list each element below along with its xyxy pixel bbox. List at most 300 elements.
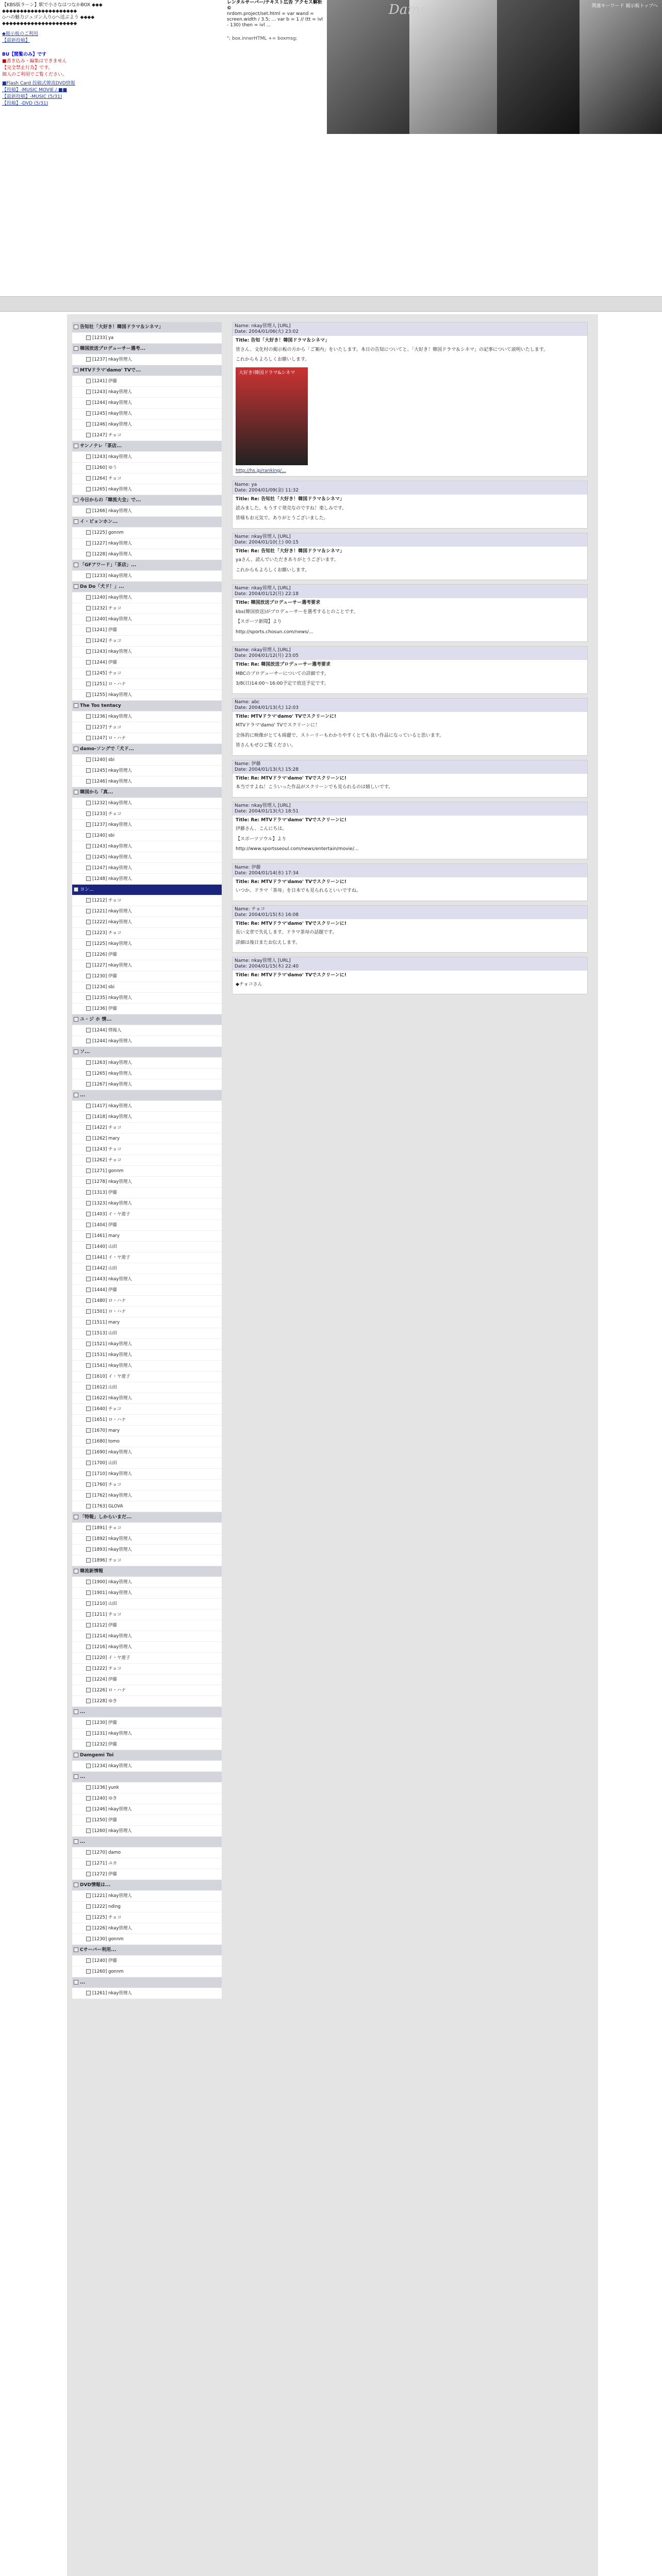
tree-child-item[interactable] (72, 1588, 222, 1599)
folder-icon (86, 1417, 91, 1422)
tree-child-item[interactable] (72, 798, 222, 809)
tree-child-item[interactable] (72, 592, 222, 603)
post-paragraph: いつか、ドラマ「茶母」を日本でも見られるといいですね。 (236, 888, 361, 893)
tree-child-item[interactable] (72, 1133, 222, 1144)
tree-child-item[interactable] (72, 971, 222, 982)
tree-child-item[interactable] (72, 1198, 222, 1209)
notice-list (2, 57, 224, 77)
tree-child-item[interactable] (72, 1188, 222, 1198)
tree-child-item[interactable] (72, 528, 222, 538)
tree-child-item[interactable] (72, 430, 222, 441)
tree-child-item[interactable] (72, 1350, 222, 1361)
tree-child-item[interactable] (72, 1718, 222, 1728)
tree-child-item[interactable] (72, 1685, 222, 1696)
tree-item-label: [1612] 山田 (92, 1385, 117, 1390)
tree-child-item[interactable] (72, 1674, 222, 1685)
post-author[interactable]: Name: nkay管理人 [URL] (235, 803, 291, 808)
folder-icon (86, 909, 91, 913)
header-left (2, 2, 224, 106)
folder-icon (86, 725, 91, 730)
tree-child-item[interactable] (72, 1599, 222, 1609)
header-line: ◆◆◆◆◆◆◆◆◆◆◆◆◆◆◆◆◆◆◆◆◆ (2, 21, 77, 26)
tree-child-item[interactable] (72, 463, 222, 473)
tree-child-item[interactable] (72, 1696, 222, 1707)
post (232, 760, 588, 798)
tree-child-item[interactable] (72, 387, 222, 398)
folder-icon (86, 1547, 91, 1552)
tree-thread-item[interactable] (72, 365, 222, 376)
folder-icon (86, 811, 91, 816)
tree-thread-item[interactable] (72, 322, 222, 333)
folder-icon (86, 941, 91, 946)
tree-child-item[interactable] (72, 1274, 222, 1285)
gallery-photo (497, 0, 580, 134)
folder-icon (86, 1915, 91, 1920)
tree-child-item[interactable] (72, 906, 222, 917)
tree-item-label: [1267] nkay管理人 (92, 1082, 132, 1087)
folder-icon (86, 1969, 91, 1974)
thread-tree (72, 322, 222, 1999)
post-author[interactable]: Name: nkay管理人 [URL] (235, 534, 291, 539)
tree-child-item[interactable] (72, 354, 222, 365)
tree-item-label: [1272] 伊藤 (92, 1872, 117, 1877)
tree-child-item[interactable] (72, 398, 222, 409)
post-date: Date: 2004/01/13(火) 18:51 (235, 808, 299, 814)
tree-child-item[interactable] (72, 636, 222, 647)
post-body (233, 547, 587, 580)
tree-child-item[interactable] (72, 1361, 222, 1371)
folder-icon (86, 1828, 91, 1833)
folder-icon (86, 822, 91, 827)
tree-child-item[interactable] (72, 733, 222, 744)
tree-child-item[interactable] (72, 1296, 222, 1307)
tree-child-item[interactable] (72, 1069, 222, 1079)
folder-icon (74, 1980, 78, 1985)
tree-child-item[interactable] (72, 831, 222, 841)
tree-child-item[interactable] (72, 841, 222, 852)
folder-icon (86, 768, 91, 773)
tree-child-item[interactable] (72, 1123, 222, 1133)
tree-child-item[interactable] (72, 960, 222, 971)
tree-item-label: [1242] チョコ (92, 638, 122, 643)
tree-thread-item[interactable] (72, 1512, 222, 1523)
tree-child-item[interactable] (72, 1848, 222, 1858)
post-paragraph: 皆さんもぜひご覧ください。 (236, 743, 296, 748)
tree-child-item[interactable] (72, 1307, 222, 1317)
tree-child-item[interactable] (72, 1079, 222, 1090)
tree-child-item[interactable] (72, 1912, 222, 1923)
folder-icon (74, 747, 78, 751)
tree-child-item[interactable] (72, 1177, 222, 1188)
tree-child-item[interactable] (72, 874, 222, 885)
tree-item-label: [1262] チョコ (92, 1158, 122, 1163)
tree-child-item[interactable] (72, 1447, 222, 1458)
tree-child-item[interactable] (72, 1220, 222, 1231)
folder-icon (86, 1926, 91, 1930)
tree-child-item[interactable] (72, 1155, 222, 1166)
tree-thread-item[interactable] (72, 1566, 222, 1577)
tree-child-item[interactable] (72, 1653, 222, 1664)
header-link[interactable]: 【最新投稿】 (2, 38, 30, 43)
ad-code: "; box.innerHTML += boxmsg; (227, 36, 297, 41)
folder-icon (86, 1731, 91, 1736)
tree-child-item[interactable] (72, 1815, 222, 1826)
tree-child-item[interactable] (72, 1393, 222, 1404)
folder-icon (86, 476, 91, 481)
tree-child-item[interactable] (72, 1501, 222, 1512)
tree-child-item[interactable] (72, 1631, 222, 1642)
post-author[interactable]: Name: nkay管理人 [URL] (235, 586, 291, 591)
tree-child-item[interactable] (72, 376, 222, 387)
header-top-lines (2, 2, 224, 27)
tree-child-item[interactable] (72, 603, 222, 614)
tree-child-item[interactable] (72, 1371, 222, 1382)
tree-item-label: ... (80, 1093, 86, 1098)
folder-icon (74, 325, 78, 329)
folder-icon (86, 1342, 91, 1346)
tree-item-label: ... (80, 1839, 86, 1844)
tree-item-label: [1236] nkay管理人 (92, 714, 132, 719)
tree-child-item[interactable] (72, 1934, 222, 1945)
tree-child-item[interactable] (72, 1783, 222, 1793)
tree-item-label: [1230] 伊藤 (92, 1720, 117, 1725)
tree-child-item[interactable] (72, 625, 222, 636)
tree-child-item[interactable] (72, 1263, 222, 1274)
tree-child-item[interactable] (72, 538, 222, 549)
tree-item-label: [1670] mary (92, 1428, 120, 1433)
tree-item-label: [1220] イ・ヤ遊子 (92, 1655, 130, 1660)
folder-icon (86, 1244, 91, 1249)
post-date: Date: 2004/01/13(火) 12:03 (235, 705, 299, 710)
tree-child-item[interactable] (72, 679, 222, 690)
tree-child-item[interactable] (72, 452, 222, 463)
post-author[interactable]: Name: ya (235, 482, 257, 487)
tree-item-label: [1231] nkay管理人 (92, 1731, 132, 1736)
post-title: Title: Re: MTVドラマ'damo' TVでスクリーンに! (236, 817, 347, 823)
folder-icon (74, 1883, 78, 1887)
post-body (233, 495, 587, 528)
tree-item-label: [1262] mary (92, 1136, 120, 1141)
tree-child-item[interactable] (72, 549, 222, 560)
tree-item-label: [1232] チョコ (92, 606, 122, 611)
header-link-item[interactable]: ■Flash Card 投稿式韓流DVD情報 (2, 81, 75, 86)
header-link-item[interactable]: 【最新投稿】-MUSIC (5/31) (2, 94, 62, 99)
post-author[interactable]: Name: nkay管理人 [URL] (235, 958, 291, 963)
tree-child-item[interactable] (72, 1555, 222, 1566)
folder-icon (86, 1796, 91, 1801)
tree-child-item[interactable] (72, 993, 222, 1004)
tree-thread-item[interactable] (72, 701, 222, 711)
tree-child-item[interactable] (72, 863, 222, 874)
tree-child-item[interactable] (72, 852, 222, 863)
header-link-item[interactable]: 【投稿】-MUSIC MOVIE / ■■ (2, 88, 68, 93)
tree-child-item[interactable] (72, 1436, 222, 1447)
tree-child-item[interactable] (72, 776, 222, 787)
tree-child-item[interactable] (72, 1231, 222, 1242)
folder-icon (74, 1839, 78, 1844)
folder-icon (74, 1515, 78, 1519)
tree-child-item[interactable] (72, 1793, 222, 1804)
tree-item-label: [1762] nkay管理人 (92, 1493, 132, 1498)
folder-icon (86, 1504, 91, 1509)
tree-child-item[interactable] (72, 1902, 222, 1912)
tree-item-label: [1247] ロ・ハナ (92, 736, 126, 741)
post-paragraph: これからもよろしくお願いします。 (236, 567, 310, 573)
tree-child-item[interactable] (72, 1166, 222, 1177)
gallery-topnav[interactable]: 関連キーワード 掲示板トップへ (591, 4, 658, 9)
tree-thread-item[interactable] (72, 582, 222, 592)
tree-child-item[interactable] (72, 484, 222, 495)
tree-child-item[interactable] (72, 809, 222, 820)
tree-child-item[interactable] (72, 711, 222, 722)
post-link[interactable]: http://hs.jp/ranking/... (236, 468, 286, 473)
tree-child-item[interactable] (72, 917, 222, 928)
tree-item-label: ユ・ジ ホ 情... (80, 1017, 112, 1022)
tree-child-item[interactable] (72, 820, 222, 831)
tree-item-label: damo-ソングで「犬ド... (80, 747, 134, 752)
tree-item-label: ... (80, 1774, 86, 1780)
tree-item-label: [1891] チョコ (92, 1526, 122, 1531)
folder-icon (86, 617, 91, 621)
post-paragraph: 全体的に映像がとても綺麗で、ストーリーもわかりやすくとても良い作品になっていると思います。 (236, 733, 444, 738)
post-paragraph: MBCのプロデューサーについての詳細です。 (236, 671, 329, 676)
tree-thread-item[interactable] (72, 517, 222, 528)
tree-child-item[interactable] (72, 722, 222, 733)
tree-child-item[interactable] (72, 982, 222, 993)
tree-item-label: [1710] nkay管理人 (92, 1471, 132, 1477)
tree-child-item[interactable] (72, 1404, 222, 1415)
tree-child-item[interactable] (72, 1988, 222, 1999)
tree-child-item[interactable] (72, 1869, 222, 1880)
tree-child-item[interactable] (72, 571, 222, 582)
folder-icon (74, 1569, 78, 1573)
tree-child-item[interactable] (72, 419, 222, 430)
tree-item-label: [1422] チョコ (92, 1125, 122, 1130)
tree-child-item[interactable] (72, 928, 222, 939)
tree-item-label: [1235] nkay管理人 (92, 995, 132, 1001)
folder-icon (74, 1017, 78, 1022)
post-paragraph: kbs(韓国放送)がプロデューサーを選考するとのことです。 (236, 609, 358, 615)
folder-icon (86, 779, 91, 784)
tree-thread-item[interactable] (72, 1047, 222, 1058)
tree-child-item[interactable] (72, 657, 222, 668)
tree-item-label: [1893] nkay管理人 (92, 1547, 132, 1552)
tree-child-item[interactable] (72, 1317, 222, 1328)
tree-item-label: [1243] nkay管理人 (92, 844, 132, 849)
folder-icon (86, 649, 91, 654)
tree-item-label: [1241] 伊藤 (92, 379, 117, 384)
folder-icon (86, 357, 91, 362)
tree-child-item[interactable] (72, 690, 222, 701)
tree-thread-item[interactable] (72, 1772, 222, 1783)
tree-item-label: [1236] 伊藤 (92, 1006, 117, 1011)
tree-item-label: [1247] チョコ (92, 433, 122, 438)
tree-child-item[interactable] (72, 755, 222, 766)
tree-child-item[interactable] (72, 409, 222, 419)
tree-thread-item[interactable] (72, 441, 222, 452)
tree-child-item[interactable] (72, 895, 222, 906)
folder-icon (86, 660, 91, 665)
folder-icon (86, 1136, 91, 1141)
tree-child-item[interactable] (72, 1739, 222, 1750)
tree-child-item[interactable] (72, 950, 222, 960)
folder-icon (86, 1298, 91, 1303)
tree-thread-item[interactable] (72, 344, 222, 354)
tree-thread-item[interactable] (72, 1977, 222, 1988)
folder-icon (86, 1850, 91, 1855)
tree-item-label: [1513] 山田 (92, 1331, 117, 1336)
tree-thread-item[interactable] (72, 744, 222, 755)
folder-icon (86, 1158, 91, 1162)
tree-item-label: [1622] nkay管理人 (92, 1396, 132, 1401)
tree-child-item[interactable] (72, 1858, 222, 1869)
post-author[interactable]: Name: nkay管理人 [URL] (235, 648, 291, 653)
tree-child-item[interactable] (72, 614, 222, 625)
folder-icon (86, 1255, 91, 1260)
tree-item-label: [1222] チョコ (92, 1666, 122, 1671)
tree-item-label: [1232] nkay管理人 (92, 801, 132, 806)
folder-icon (86, 552, 91, 556)
tree-child-item[interactable] (72, 1058, 222, 1069)
tree-item-label: [1225] gonnm (92, 530, 124, 535)
tree-thread-item[interactable] (72, 787, 222, 798)
tree-thread-item[interactable] (72, 1945, 222, 1956)
tree-item-label: [1237] チョコ (92, 725, 122, 730)
tree-child-item[interactable] (72, 506, 222, 517)
tree-thread-item[interactable] (72, 1707, 222, 1718)
tree-thread-item[interactable] (72, 1837, 222, 1848)
tree-thread-item[interactable] (72, 495, 222, 506)
post-author[interactable]: Name: abc (235, 699, 260, 705)
tree-thread-item[interactable] (72, 1880, 222, 1891)
tree-child-item[interactable] (72, 939, 222, 950)
tree-item-label: [1700] 山田 (92, 1461, 117, 1466)
tree-child-item[interactable] (72, 333, 222, 344)
tree-child-item[interactable] (72, 1328, 222, 1339)
tree-child-item[interactable] (72, 1036, 222, 1047)
folder-icon (86, 1082, 91, 1087)
tree-child-item[interactable] (72, 1728, 222, 1739)
header-link-item[interactable]: 【投稿】-DVD (5/31) (2, 101, 48, 106)
post-paragraph: http://www.sportsseoul.com/news/entertain/movie/... (236, 846, 359, 852)
tree-item-label: The Tos tentacy (80, 703, 121, 708)
folder-icon (86, 1688, 91, 1692)
tree-child-item[interactable] (72, 1101, 222, 1112)
tree-thread-item[interactable] (72, 885, 222, 895)
tree-item-label: [1232] 伊藤 (92, 1742, 117, 1747)
tree-item-label: [1222] nkay管理人 (92, 920, 132, 925)
folder-icon (86, 1114, 91, 1119)
tree-item-label: Da Do「犬ド！」... (80, 584, 124, 589)
tree-child-item[interactable] (72, 1285, 222, 1296)
tree-child-item[interactable] (72, 1480, 222, 1490)
tree-child-item[interactable] (72, 1664, 222, 1674)
tree-child-item[interactable] (72, 1339, 222, 1350)
folder-icon (74, 703, 78, 708)
folder-icon (86, 1385, 91, 1389)
post-author[interactable]: Name: 伊藤 (235, 865, 261, 870)
tree-item-label: [1901] nkay管理人 (92, 1590, 132, 1596)
tree-child-item[interactable] (72, 1891, 222, 1902)
photo-gallery (327, 0, 662, 134)
tree-item-label: [1228] nkay管理人 (92, 552, 132, 557)
post-date: Date: 2004/01/10(土) 00:15 (235, 539, 299, 545)
tree-child-item[interactable] (72, 1025, 222, 1036)
tree-item-label: [1251] ロ・ハナ (92, 682, 126, 687)
tree-child-item[interactable] (72, 1209, 222, 1220)
tree-child-item[interactable] (72, 1415, 222, 1426)
tree-item-label: [1278] nkay管理人 (92, 1179, 132, 1184)
tree-item-label: [1896] チョコ (92, 1558, 122, 1563)
tree-child-item[interactable] (72, 647, 222, 657)
tree-child-item[interactable] (72, 1826, 222, 1837)
tree-child-item[interactable] (72, 1458, 222, 1469)
post-title: Title: MTVドラマ'damo' TVでスクリーンに! (236, 714, 337, 719)
tree-child-item[interactable] (72, 1577, 222, 1588)
tree-child-item[interactable] (72, 1523, 222, 1534)
tree-child-item[interactable] (72, 766, 222, 776)
post-meta (233, 906, 587, 919)
post-paragraph: 長い文章で失礼します。ドラマ茶母の話題です。 (236, 930, 337, 935)
folder-icon (86, 985, 91, 989)
tree-child-item[interactable] (72, 1534, 222, 1545)
post-date: Date: 2004/01/06(火) 23:02 (235, 329, 299, 334)
tree-child-item[interactable] (72, 1112, 222, 1123)
post-meta (233, 481, 587, 495)
tree-child-item[interactable] (72, 1252, 222, 1263)
post-date: Date: 2004/01/15(木) 22:40 (235, 964, 299, 969)
tree-child-item[interactable] (72, 1956, 222, 1967)
tree-child-item[interactable] (72, 1923, 222, 1934)
header-link[interactable]: ◆掲示板のご利用 (2, 31, 38, 37)
tree-thread-item[interactable] (72, 1750, 222, 1761)
tree-child-item[interactable] (72, 1642, 222, 1653)
post-paragraph: 皆様もお元気で。ありがとうございました。 (236, 516, 328, 521)
post-list (232, 322, 588, 998)
tree-item-label: [1240] nkay管理人 (92, 595, 132, 600)
tree-child-item[interactable] (72, 1804, 222, 1815)
tree-child-item[interactable] (72, 1490, 222, 1501)
tree-child-item[interactable] (72, 1620, 222, 1631)
tree-child-item[interactable] (72, 1242, 222, 1252)
tree-item-label: [1313] 伊藤 (92, 1190, 117, 1195)
tree-child-item[interactable] (72, 1609, 222, 1620)
tree-child-item[interactable] (72, 1761, 222, 1772)
post (232, 863, 588, 901)
tree-thread-item[interactable] (72, 560, 222, 571)
tree-item-label: MTVドラマ'damo' TVで... (80, 368, 141, 373)
tree-child-item[interactable] (72, 1004, 222, 1014)
tree-item-label: [1651] ロ・ハナ (92, 1417, 126, 1422)
tree-child-item[interactable] (72, 473, 222, 484)
tree-child-item[interactable] (72, 1469, 222, 1480)
tree-child-item[interactable] (72, 1426, 222, 1436)
tree-thread-item[interactable] (72, 1014, 222, 1025)
post-author[interactable]: Name: nkay管理人 [URL] (235, 324, 291, 329)
folder-icon (86, 573, 91, 578)
tree-thread-item[interactable] (72, 1090, 222, 1101)
folder-icon (86, 454, 91, 459)
tree-child-item[interactable] (72, 1144, 222, 1155)
folder-icon (86, 1612, 91, 1617)
post-author[interactable]: Name: 伊藤 (235, 761, 261, 767)
tree-child-item[interactable] (72, 1382, 222, 1393)
tree-child-item[interactable] (72, 1967, 222, 1977)
folder-icon (86, 379, 91, 383)
tree-child-item[interactable] (72, 668, 222, 679)
post-author[interactable]: Name: チョコ (235, 906, 266, 912)
tree-child-item[interactable] (72, 1545, 222, 1555)
